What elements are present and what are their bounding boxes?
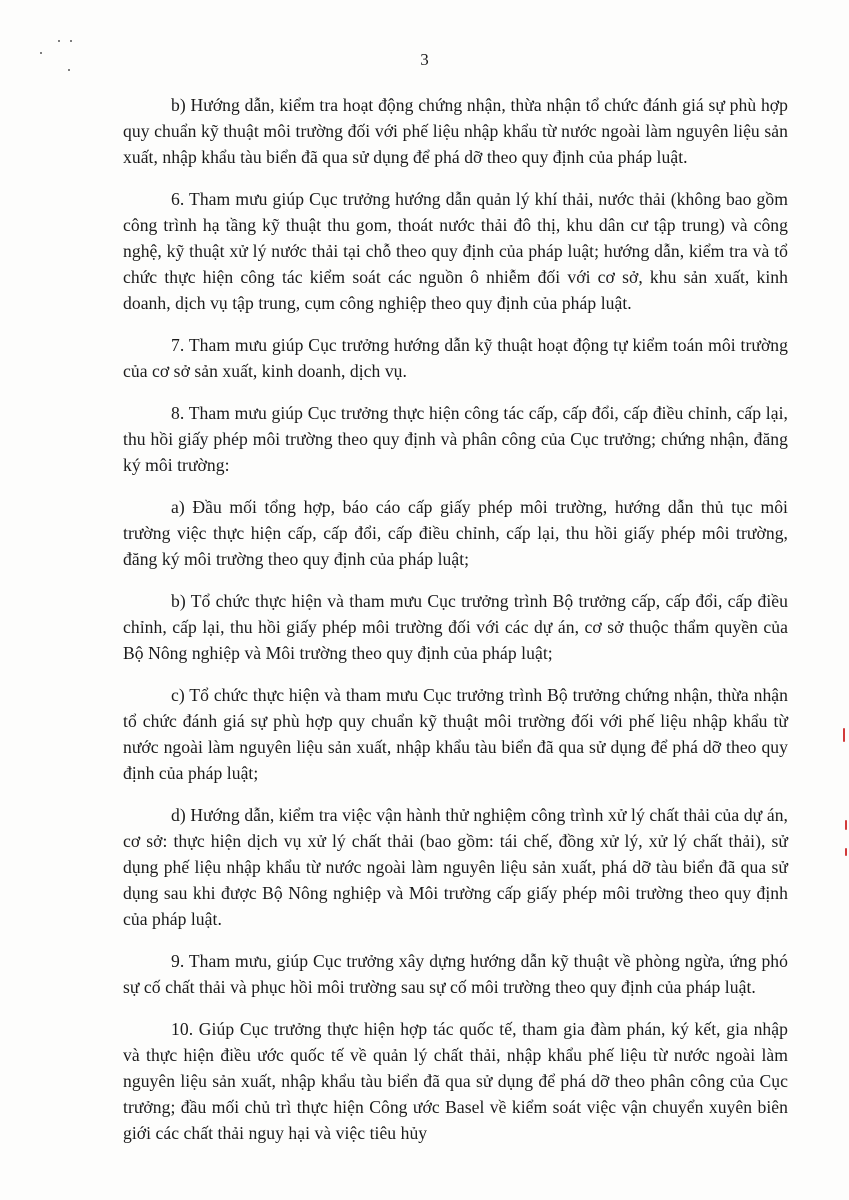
paragraph-10: 10. Giúp Cục trưởng thực hiện hợp tác quốc tế, tham gia đàm phán, ký kết, gia nhập và thực hiện điều ước quốc tế về quản lý chất thải, nhập khẩu phế liệu từ nước ngoài làm nguyên liệu sản xuất, nhập khẩu tàu biển đã qua sử dụng để phá dỡ theo phân công của Cục trưởng; đầu mối chủ trì thực hiện Công ước Basel về kiểm soát việc vận chuyển xuyên biên giới các chất thải nguy hại và việc tiêu hủy bbox=[123, 1019, 788, 1143]
scan-edge-mark bbox=[843, 728, 845, 742]
paragraph-8b: b) Tổ chức thực hiện và tham mưu Cục trưởng trình Bộ trưởng cấp, cấp đổi, cấp điều chỉnh, cấp lại, thu hồi giấy phép môi trường đối với các dự án, cơ sở thuộc thẩm quyền của Bộ Nông nghiệp và Môi trường theo quy định của pháp luật; bbox=[123, 591, 788, 663]
scan-edge-mark bbox=[845, 820, 847, 830]
paragraph-5b: b) Hướng dẫn, kiểm tra hoạt động chứng nhận, thừa nhận tổ chức đánh giá sự phù hợp quy chuẩn kỹ thuật môi trường đối với phế liệu nhập khẩu từ nước ngoài làm nguyên liệu sản xuất, nhập khẩu tàu biển đã qua sử dụng để phá dỡ theo quy định của pháp luật. bbox=[123, 95, 788, 167]
paragraph-8c: c) Tổ chức thực hiện và tham mưu Cục trưởng trình Bộ trưởng chứng nhận, thừa nhận tổ chức đánh giá sự phù hợp quy chuẩn kỹ thuật môi trường đối với phế liệu nhập khẩu từ nước ngoài làm nguyên liệu sản xuất, nhập khẩu tàu biển đã qua sử dụng để phá dỡ theo quy định của pháp luật; bbox=[123, 685, 788, 783]
paragraph-8a: a) Đầu mối tổng hợp, báo cáo cấp giấy phép môi trường, hướng dẫn thủ tục môi trường việc thực hiện cấp, cấp đổi, cấp điều chỉnh, cấp lại, thu hồi giấy phép môi trường, đăng ký môi trường theo quy định của pháp luật; bbox=[123, 497, 788, 569]
paragraph-7: 7. Tham mưu giúp Cục trưởng hướng dẫn kỹ thuật hoạt động tự kiểm toán môi trường của cơ sở sản xuất, kinh doanh, dịch vụ. bbox=[123, 335, 788, 381]
paragraph-8d: d) Hướng dẫn, kiểm tra việc vận hành thử nghiệm công trình xử lý chất thải của dự án, cơ sở: thực hiện dịch vụ xử lý chất thải (bao gồm: tái chế, đồng xử lý, xử lý chất thải), sử dụng phế liệu nhập khẩu từ nước ngoài làm nguyên liệu sản xuất, phá dỡ tàu biển đã qua sử dụng sau khi được Bộ Nông nghiệp và Môi trường cấp giấy phép môi trường theo quy định của pháp luật. bbox=[123, 805, 788, 929]
paragraph-9: 9. Tham mưu, giúp Cục trưởng xây dựng hướng dẫn kỹ thuật về phòng ngừa, ứng phó sự cố chất thải và phục hồi môi trường sau sự cố môi trường theo quy định của pháp luật. bbox=[123, 951, 788, 997]
document-body bbox=[123, 92, 788, 1146]
scan-edge-mark bbox=[845, 848, 847, 856]
scan-speck bbox=[58, 40, 60, 42]
page-number: 3 bbox=[420, 50, 429, 69]
paragraph-8: 8. Tham mưu giúp Cục trưởng thực hiện công tác cấp, cấp đổi, cấp điều chỉnh, cấp lại, thu hồi giấy phép môi trường theo quy định và phân công của Cục trưởng; chứng nhận, đăng ký môi trường: bbox=[123, 403, 788, 475]
scan-speck bbox=[70, 40, 72, 42]
paragraph-6: 6. Tham mưu giúp Cục trưởng hướng dẫn quản lý khí thải, nước thải (không bao gồm công trình hạ tầng kỹ thuật thu gom, thoát nước thải đô thị, khu dân cư tập trung) và công nghệ, kỹ thuật xử lý nước thải tại chỗ theo quy định của pháp luật; hướng dẫn, kiểm tra và tổ chức thực hiện công tác kiểm soát các nguồn ô nhiễm đối với cơ sở, khu sản xuất, kinh doanh, dịch vụ tập trung, cụm công nghiệp theo quy định của pháp luật. bbox=[123, 189, 788, 313]
